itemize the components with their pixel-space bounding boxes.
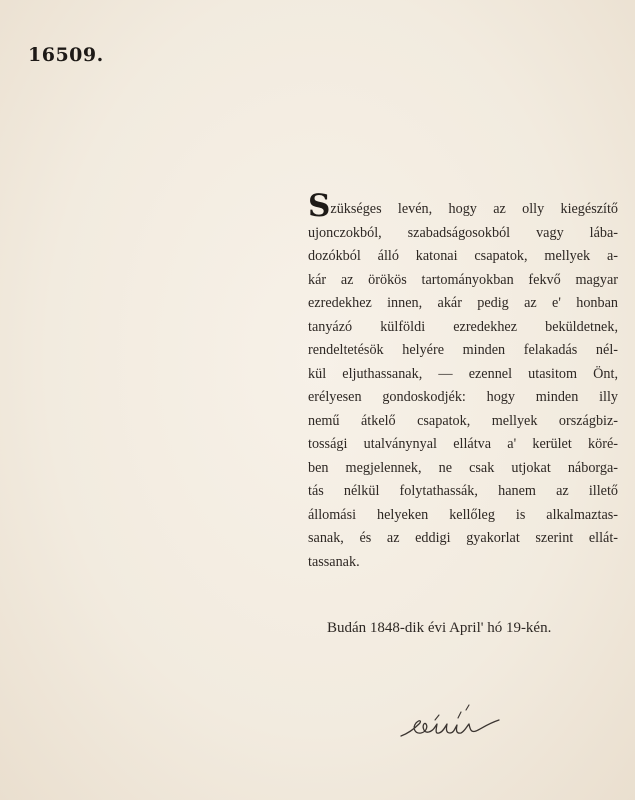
body-line: erélyesen gondoskodjék: hogy minden illy — [308, 389, 618, 405]
first-line-text: zükséges levén, hogy az olly kiegészítő — [330, 201, 618, 217]
drop-cap: S — [308, 188, 331, 224]
body-line: dozókból álló katonai csapatok, mellyek a- — [308, 248, 618, 264]
handwritten-signature — [395, 700, 525, 750]
body-line: ujonczokból, szabadságosokból vagy lába- — [308, 224, 618, 241]
body-line: kár az örökös tartományokban fekvő magyar — [308, 271, 618, 288]
body-line-last: tassanak. — [308, 553, 360, 570]
document-number: 16509. — [28, 44, 104, 66]
body-line: sanak, és az eddigi gyakorlat szerint ellát- — [308, 530, 618, 546]
body-line: ben megjelennek, ne csak utjokat náborga- — [308, 459, 618, 476]
body-line: tossági utalványnyal ellátva a' kerület köré- — [308, 436, 618, 452]
body-line: állomási helyeken kellőleg is alkalmaztas- — [308, 506, 618, 523]
body-line: tás nélkül folytathassák, hanem az illető — [308, 483, 618, 499]
body-line-1 — [308, 188, 618, 224]
body-line: tanyázó külföldi ezredekhez beküldetnek, — [308, 318, 618, 335]
body-line: rendeltetésök helyére minden felakadás nél- — [308, 342, 618, 358]
body-line: nemű átkelő csapatok, mellyek országbiz- — [308, 412, 618, 429]
dateline: Budán 1848-dik évi April' hó 19-kén. — [327, 620, 552, 636]
body-text — [308, 188, 618, 574]
body-line: kül eljuthassanak, — ezennel utasitom Önt, — [308, 365, 618, 382]
body-line: ezredekhez innen, akár pedig az e' honban — [308, 295, 618, 311]
